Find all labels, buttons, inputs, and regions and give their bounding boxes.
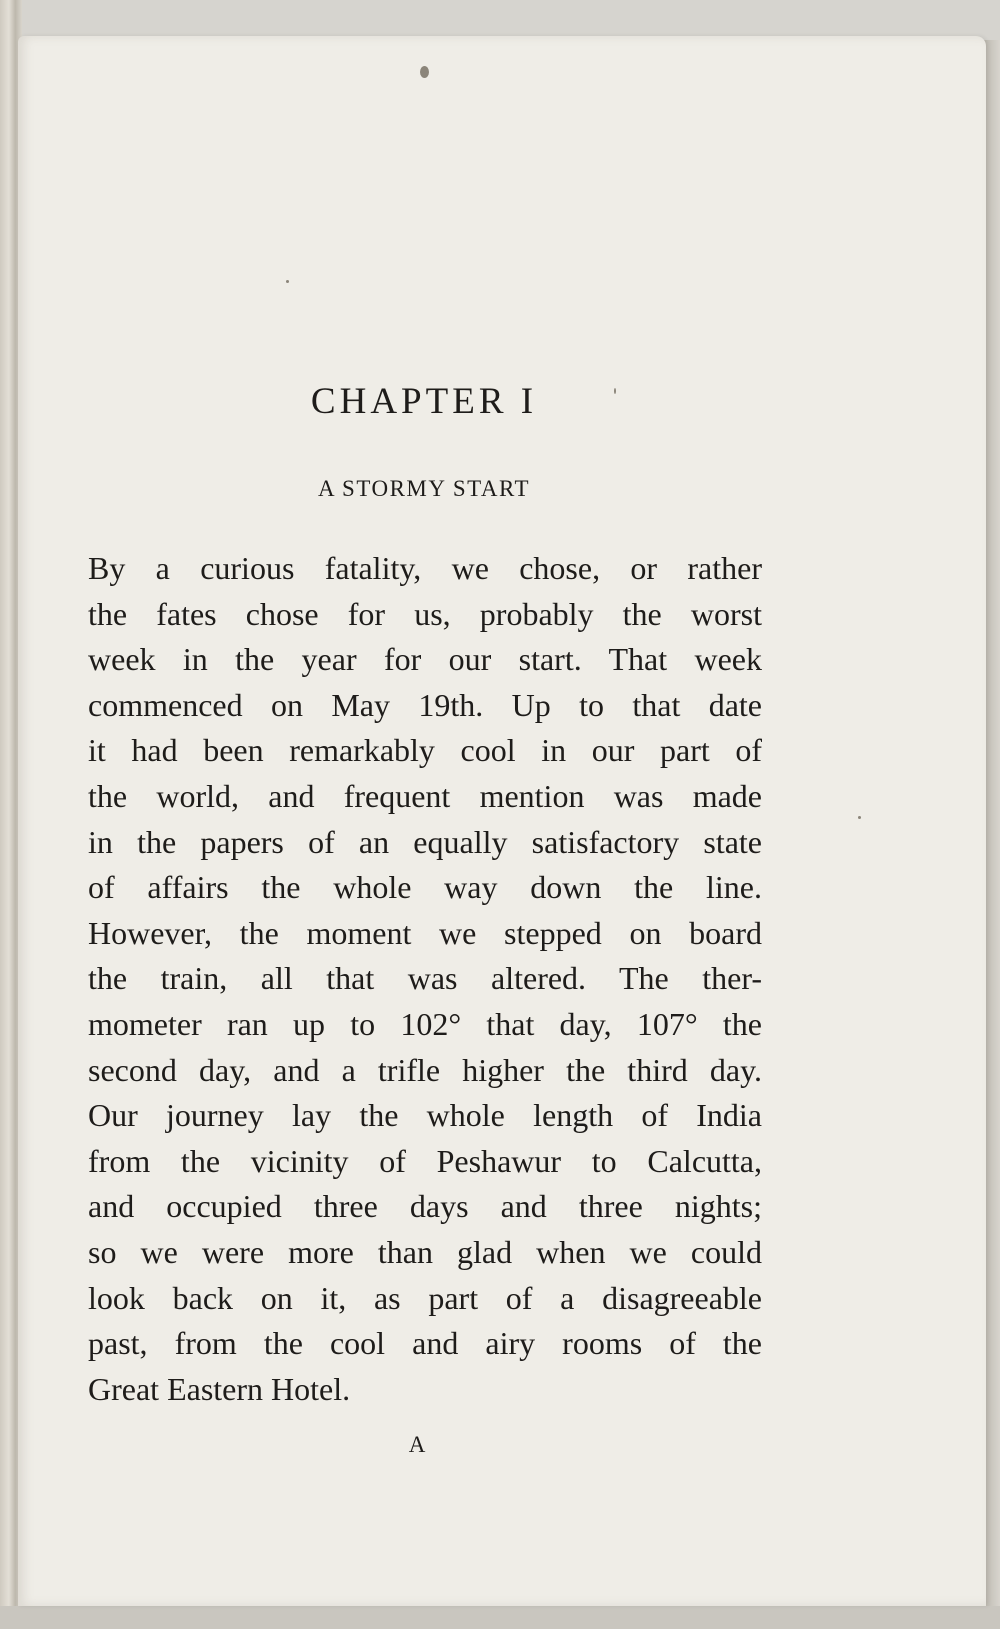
text-line: the fates chose for us, probably the worst <box>88 595 762 632</box>
background-surface <box>0 1606 1000 1629</box>
text-line: second day, and a trifle higher the third day. <box>88 1051 762 1088</box>
text-line: and occupied three days and three nights; <box>88 1188 762 1225</box>
paper-speck <box>286 280 289 283</box>
text-line: past, from the cool and airy rooms of the <box>88 1325 762 1362</box>
chapter-title: CHAPTER I <box>310 381 538 422</box>
text-line: However, the moment we stepped on board <box>88 914 762 951</box>
text-line: By a curious fatality, we chose, or rather <box>88 550 762 586</box>
text-line: look back on it, as part of a disagreeable <box>88 1279 762 1316</box>
text-line: the world, and frequent mention was made <box>88 777 762 814</box>
chapter-subtitle: A STORMY START <box>317 476 531 501</box>
paper-speck <box>858 816 861 819</box>
text-line: the train, all that was altered. The ther- <box>88 960 762 997</box>
paper-speck <box>420 66 429 78</box>
text-line: of affairs the whole way down the line. <box>88 869 762 906</box>
text-line: Our journey lay the whole length of India <box>88 1097 762 1134</box>
text-line: mometer ran up to 102° that day, 107° the <box>88 1005 762 1042</box>
body-paragraph <box>88 546 762 1412</box>
text-line: from the vicinity of Peshawur to Calcutta, <box>88 1142 762 1179</box>
page-stack-edge <box>984 40 1000 1629</box>
text-line: commenced on May 19th. Up to that date <box>88 686 762 723</box>
text-line: so we were more than glad when we could <box>88 1233 762 1270</box>
text-line: Great Eastern Hotel. <box>88 1370 351 1407</box>
text-line: it had been remarkably cool in our part of <box>88 732 762 769</box>
text-line: in the papers of an equally satisfactory state <box>88 823 762 860</box>
text-line: week in the year for our start. That week <box>88 641 762 678</box>
signature-mark: A <box>408 1432 426 1457</box>
